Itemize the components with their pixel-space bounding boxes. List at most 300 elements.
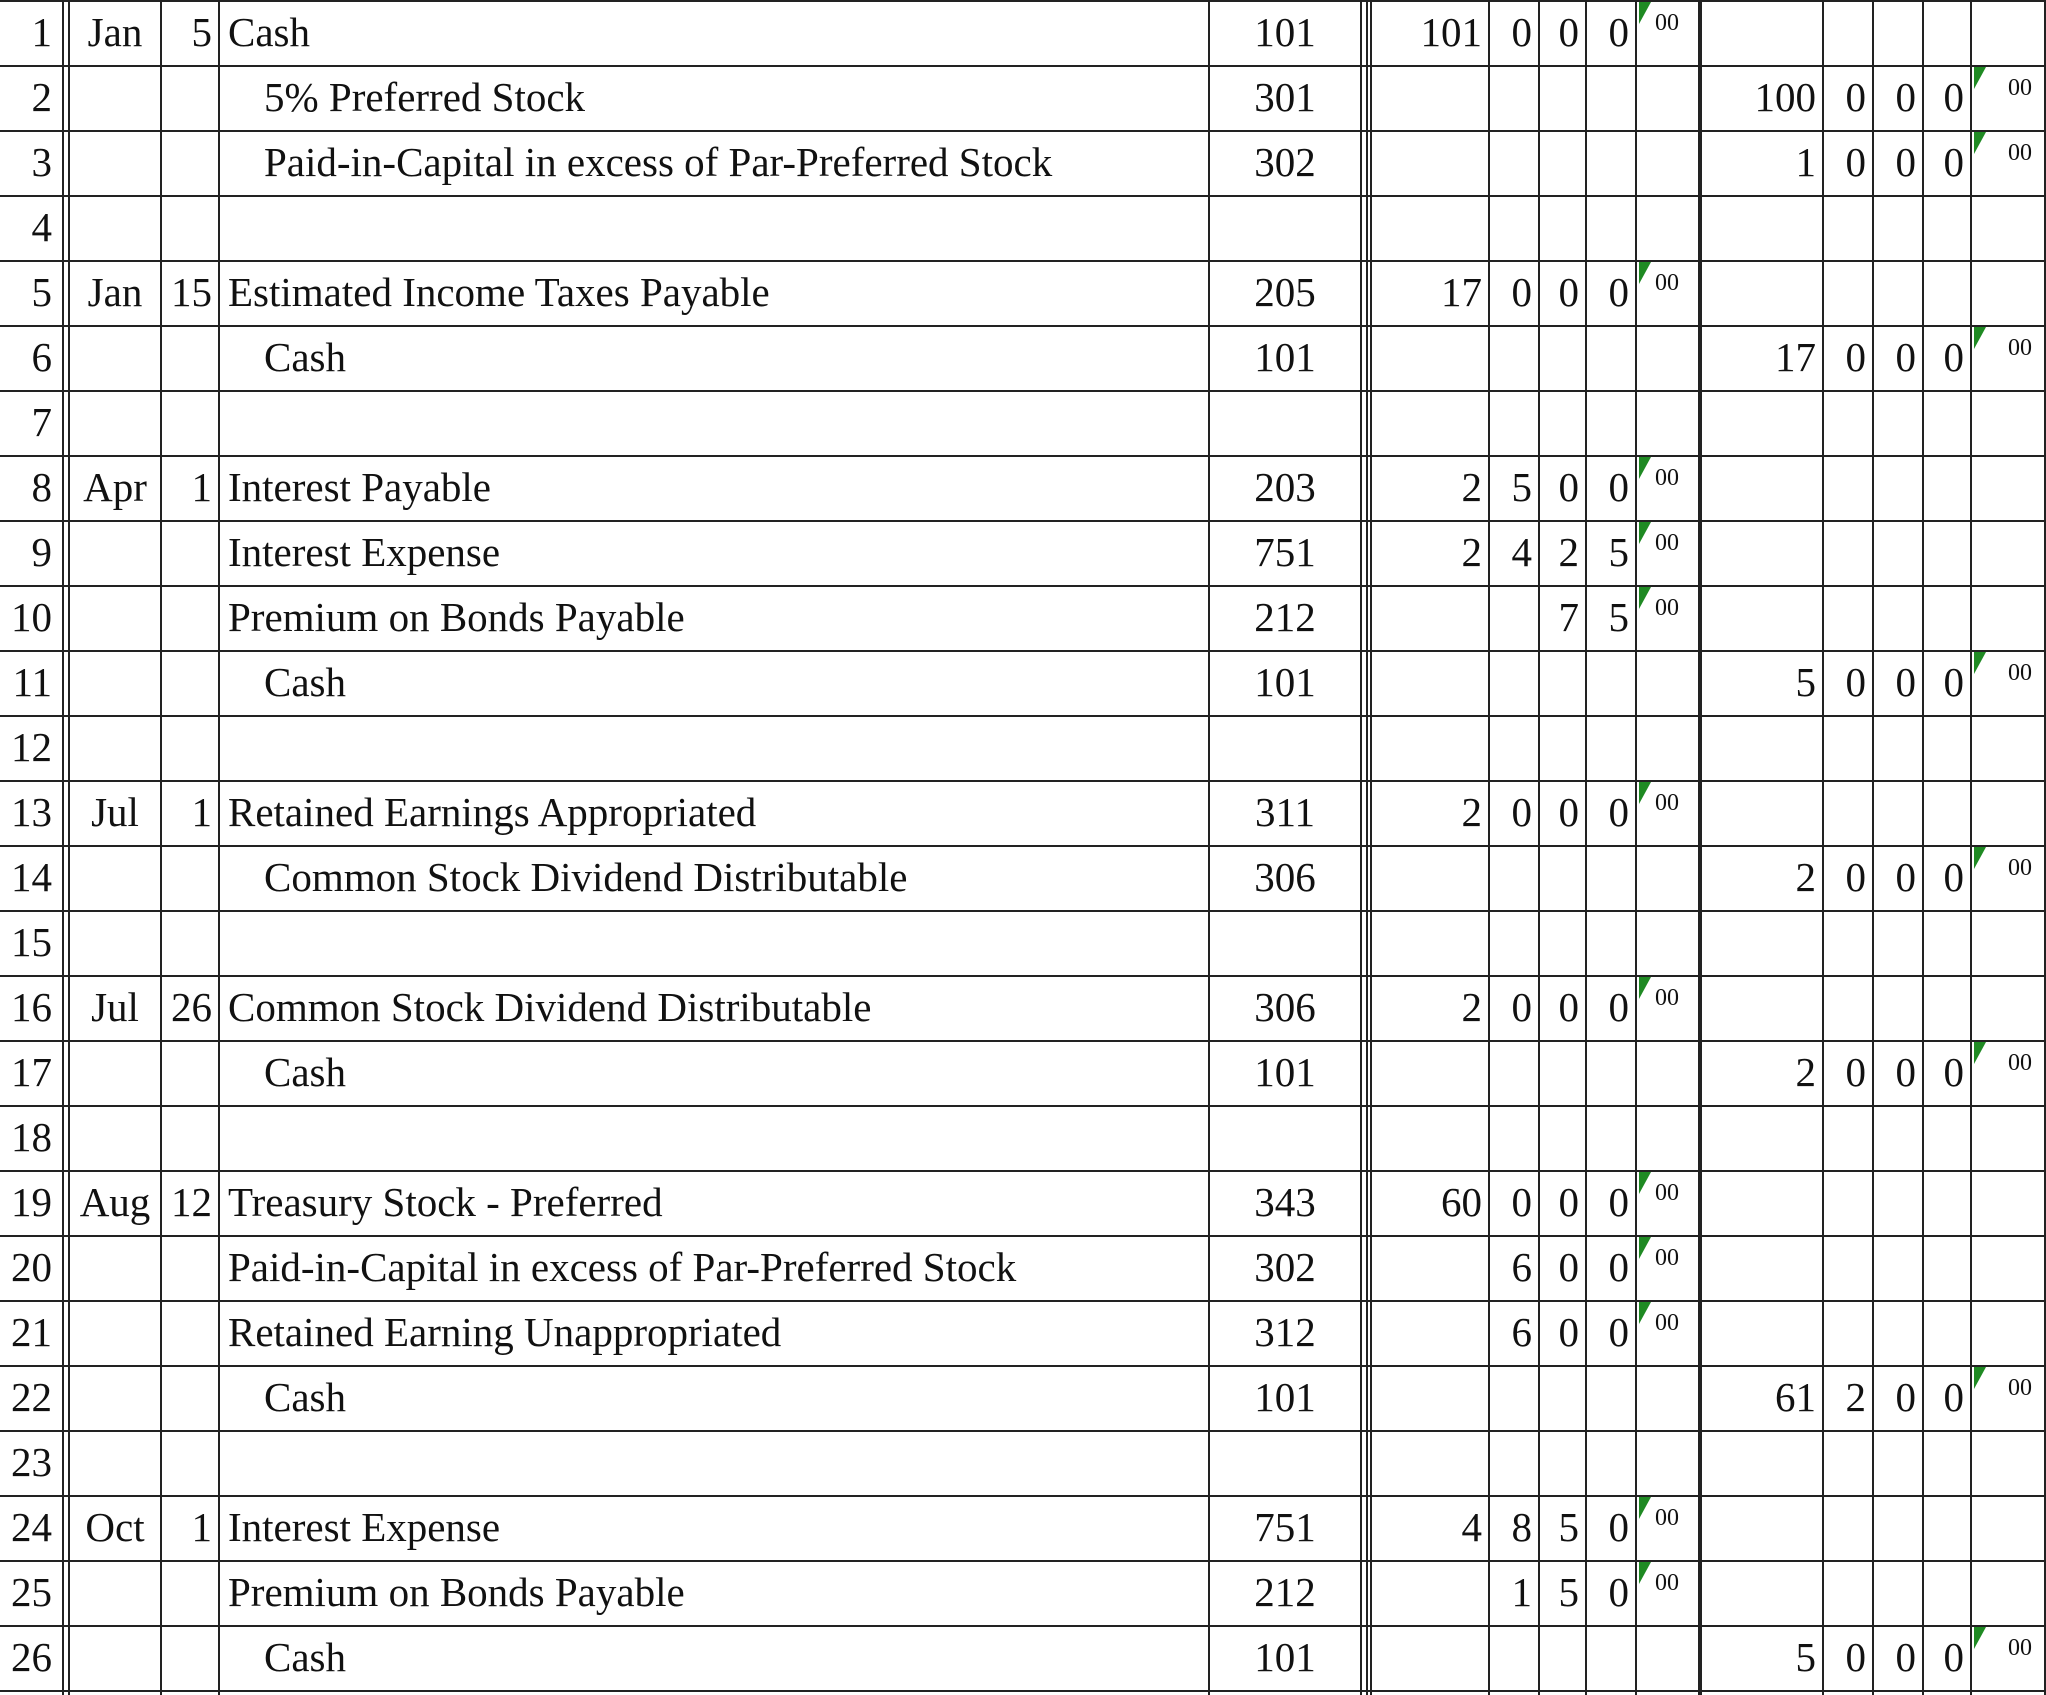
credit-digit[interactable] bbox=[1874, 1235, 1916, 1300]
credit-digit[interactable] bbox=[1824, 390, 1866, 455]
debit-digit[interactable]: 0 bbox=[1558, 1244, 1579, 1290]
post-ref[interactable]: 212 bbox=[1254, 1569, 1316, 1615]
debit-digit[interactable]: 5 bbox=[1608, 529, 1629, 575]
credit-digit[interactable]: 0 bbox=[1895, 1049, 1916, 1095]
date-day[interactable] bbox=[162, 910, 212, 975]
debit-cents[interactable] bbox=[1655, 398, 1698, 428]
account-title[interactable]: Estimated Income Taxes Payable bbox=[228, 269, 770, 315]
credit-cents[interactable] bbox=[2008, 398, 2046, 428]
credit-digit[interactable] bbox=[1874, 585, 1916, 650]
credit-digit[interactable] bbox=[1824, 1105, 1866, 1170]
credit-digit[interactable]: 0 bbox=[1895, 74, 1916, 120]
credit-cents[interactable] bbox=[2008, 1438, 2046, 1468]
date-day[interactable]: 1 bbox=[191, 789, 212, 835]
credit-digit[interactable]: 0 bbox=[1943, 74, 1964, 120]
credit-digit[interactable] bbox=[1824, 585, 1866, 650]
debit-digit[interactable]: 0 bbox=[1608, 1504, 1629, 1550]
account-title[interactable]: Cash bbox=[264, 1374, 346, 1420]
credit-digit[interactable] bbox=[1824, 1560, 1866, 1625]
credit-digit[interactable] bbox=[1874, 1560, 1916, 1625]
debit-cents[interactable]: 00 bbox=[1655, 1570, 1679, 1596]
credit-digit[interactable] bbox=[1924, 195, 1964, 260]
credit-digit[interactable]: 0 bbox=[1943, 659, 1964, 705]
credit-digit[interactable] bbox=[1924, 1235, 1964, 1300]
date-day[interactable] bbox=[162, 325, 212, 390]
account-title[interactable]: Treasury Stock - Preferred bbox=[228, 1179, 663, 1225]
debit-digit[interactable] bbox=[1587, 65, 1629, 130]
credit-digit[interactable]: 0 bbox=[1895, 659, 1916, 705]
account-title[interactable]: Premium on Bonds Payable bbox=[228, 1569, 685, 1615]
post-ref[interactable] bbox=[1210, 715, 1360, 780]
debit-digit[interactable] bbox=[1372, 325, 1482, 390]
debit-digit[interactable]: 101 bbox=[1420, 9, 1482, 55]
account-title[interactable] bbox=[220, 1105, 1208, 1170]
debit-digit[interactable] bbox=[1587, 1625, 1629, 1690]
date-day[interactable] bbox=[162, 1040, 212, 1105]
account-title[interactable]: Interest Expense bbox=[228, 1504, 501, 1550]
debit-digit[interactable]: 0 bbox=[1608, 1309, 1629, 1355]
credit-digit[interactable] bbox=[1824, 195, 1866, 260]
credit-digit[interactable] bbox=[1702, 975, 1816, 1040]
debit-digit[interactable] bbox=[1540, 390, 1579, 455]
credit-digit[interactable] bbox=[1874, 1430, 1916, 1495]
post-ref[interactable] bbox=[1210, 910, 1360, 975]
credit-cents[interactable] bbox=[2008, 1178, 2046, 1208]
account-title[interactable]: Cash bbox=[228, 9, 310, 55]
credit-digit[interactable]: 0 bbox=[1943, 854, 1964, 900]
credit-digit[interactable] bbox=[1824, 455, 1866, 520]
date-day[interactable]: 15 bbox=[171, 269, 212, 315]
debit-digit[interactable] bbox=[1490, 1625, 1532, 1690]
debit-cents[interactable] bbox=[1655, 658, 1698, 688]
credit-digit[interactable] bbox=[1824, 715, 1866, 780]
credit-digit[interactable] bbox=[1702, 1170, 1816, 1235]
debit-digit[interactable] bbox=[1540, 1105, 1579, 1170]
debit-digit[interactable]: 5 bbox=[1608, 594, 1629, 640]
credit-digit[interactable] bbox=[1924, 585, 1964, 650]
credit-cents[interactable] bbox=[2008, 1503, 2046, 1533]
date-month[interactable] bbox=[70, 845, 160, 910]
credit-digit[interactable] bbox=[1824, 975, 1866, 1040]
debit-digit[interactable] bbox=[1587, 325, 1629, 390]
credit-digit[interactable] bbox=[1874, 1300, 1916, 1365]
date-month[interactable]: Aug bbox=[79, 1179, 151, 1225]
post-ref[interactable]: 306 bbox=[1254, 854, 1316, 900]
debit-digit[interactable] bbox=[1372, 845, 1482, 910]
date-day[interactable] bbox=[162, 845, 212, 910]
credit-digit[interactable] bbox=[1874, 715, 1916, 780]
post-ref[interactable]: 101 bbox=[1254, 1374, 1316, 1420]
debit-digit[interactable] bbox=[1587, 910, 1629, 975]
date-day[interactable] bbox=[162, 650, 212, 715]
account-title[interactable] bbox=[220, 195, 1208, 260]
debit-digit[interactable]: 6 bbox=[1511, 1309, 1532, 1355]
debit-digit[interactable] bbox=[1540, 195, 1579, 260]
account-title[interactable]: Cash bbox=[264, 334, 346, 380]
debit-digit[interactable] bbox=[1540, 1430, 1579, 1495]
credit-cents[interactable] bbox=[2008, 983, 2046, 1013]
debit-cents[interactable]: 00 bbox=[1655, 465, 1679, 491]
credit-digit[interactable] bbox=[1924, 0, 1964, 65]
debit-digit[interactable] bbox=[1490, 845, 1532, 910]
debit-digit[interactable]: 17 bbox=[1441, 269, 1482, 315]
credit-cents[interactable] bbox=[2008, 593, 2046, 623]
date-month[interactable] bbox=[70, 195, 160, 260]
date-day[interactable]: 1 bbox=[191, 1504, 212, 1550]
credit-digit[interactable]: 0 bbox=[1845, 659, 1866, 705]
debit-cents[interactable]: 00 bbox=[1655, 10, 1679, 36]
credit-cents[interactable] bbox=[2008, 268, 2046, 298]
credit-digit[interactable] bbox=[1702, 1560, 1816, 1625]
credit-digit[interactable]: 17 bbox=[1775, 334, 1816, 380]
post-ref[interactable]: 751 bbox=[1254, 1504, 1316, 1550]
credit-cents[interactable] bbox=[2008, 1243, 2046, 1273]
credit-digit[interactable] bbox=[1702, 1235, 1816, 1300]
credit-digit[interactable] bbox=[1874, 1170, 1916, 1235]
debit-digit[interactable]: 2 bbox=[1558, 529, 1579, 575]
debit-digit[interactable] bbox=[1540, 845, 1579, 910]
credit-cents[interactable]: 00 bbox=[2008, 335, 2032, 361]
credit-digit[interactable]: 5 bbox=[1795, 1634, 1816, 1680]
debit-cents[interactable] bbox=[1655, 73, 1698, 103]
credit-digit[interactable]: 0 bbox=[1943, 1374, 1964, 1420]
debit-digit[interactable] bbox=[1372, 390, 1482, 455]
post-ref[interactable]: 343 bbox=[1254, 1179, 1316, 1225]
credit-digit[interactable]: 0 bbox=[1943, 1049, 1964, 1095]
credit-digit[interactable] bbox=[1924, 520, 1964, 585]
date-month[interactable] bbox=[70, 390, 160, 455]
credit-digit[interactable] bbox=[1824, 1430, 1866, 1495]
account-title[interactable] bbox=[220, 1430, 1208, 1495]
account-title[interactable]: 5% Preferred Stock bbox=[264, 74, 586, 120]
debit-digit[interactable] bbox=[1372, 130, 1482, 195]
debit-digit[interactable] bbox=[1587, 715, 1629, 780]
date-month[interactable] bbox=[70, 65, 160, 130]
debit-cents[interactable]: 00 bbox=[1655, 1180, 1679, 1206]
post-ref[interactable]: 306 bbox=[1254, 984, 1316, 1030]
credit-digit[interactable] bbox=[1874, 975, 1916, 1040]
credit-digit[interactable]: 2 bbox=[1795, 854, 1816, 900]
credit-digit[interactable] bbox=[1924, 1105, 1964, 1170]
credit-digit[interactable] bbox=[1824, 520, 1866, 585]
credit-digit[interactable]: 0 bbox=[1845, 1049, 1866, 1095]
debit-digit[interactable] bbox=[1540, 1625, 1579, 1690]
debit-digit[interactable]: 0 bbox=[1608, 269, 1629, 315]
debit-digit[interactable] bbox=[1372, 1235, 1482, 1300]
credit-cents[interactable] bbox=[2008, 788, 2046, 818]
account-title[interactable]: Retained Earning Unappropriated bbox=[228, 1309, 782, 1355]
date-day[interactable] bbox=[162, 195, 212, 260]
debit-digit[interactable] bbox=[1372, 65, 1482, 130]
credit-digit[interactable] bbox=[1824, 1495, 1866, 1560]
debit-digit[interactable]: 0 bbox=[1558, 9, 1579, 55]
debit-digit[interactable] bbox=[1540, 650, 1579, 715]
credit-digit[interactable] bbox=[1874, 390, 1916, 455]
credit-cents[interactable] bbox=[2008, 723, 2046, 753]
date-month[interactable] bbox=[70, 1365, 160, 1430]
date-day[interactable] bbox=[162, 1625, 212, 1690]
credit-digit[interactable] bbox=[1874, 910, 1916, 975]
debit-digit[interactable] bbox=[1490, 130, 1532, 195]
post-ref[interactable]: 203 bbox=[1254, 464, 1316, 510]
credit-digit[interactable] bbox=[1702, 1300, 1816, 1365]
credit-digit[interactable] bbox=[1924, 1560, 1964, 1625]
debit-cents[interactable] bbox=[1655, 203, 1698, 233]
date-month[interactable] bbox=[70, 715, 160, 780]
post-ref[interactable]: 302 bbox=[1254, 139, 1316, 185]
post-ref[interactable] bbox=[1210, 1105, 1360, 1170]
debit-digit[interactable]: 0 bbox=[1558, 1179, 1579, 1225]
credit-digit[interactable]: 0 bbox=[1943, 1634, 1964, 1680]
debit-digit[interactable] bbox=[1490, 1365, 1532, 1430]
credit-digit[interactable] bbox=[1824, 910, 1866, 975]
debit-digit[interactable] bbox=[1587, 390, 1629, 455]
date-day[interactable]: 5 bbox=[191, 9, 212, 55]
debit-digit[interactable]: 0 bbox=[1558, 464, 1579, 510]
credit-digit[interactable] bbox=[1924, 260, 1964, 325]
credit-digit[interactable] bbox=[1702, 1105, 1816, 1170]
credit-cents[interactable] bbox=[2008, 1308, 2046, 1338]
post-ref[interactable]: 101 bbox=[1254, 659, 1316, 705]
credit-digit[interactable] bbox=[1702, 585, 1816, 650]
credit-digit[interactable] bbox=[1874, 195, 1916, 260]
date-month[interactable] bbox=[70, 1105, 160, 1170]
debit-cents[interactable] bbox=[1655, 1113, 1698, 1143]
credit-digit[interactable] bbox=[1874, 520, 1916, 585]
debit-digit[interactable] bbox=[1372, 1105, 1482, 1170]
credit-digit[interactable] bbox=[1924, 715, 1964, 780]
credit-digit[interactable]: 2 bbox=[1795, 1049, 1816, 1095]
date-month[interactable] bbox=[70, 1625, 160, 1690]
date-day[interactable] bbox=[162, 520, 212, 585]
debit-digit[interactable]: 2 bbox=[1461, 464, 1482, 510]
account-title[interactable]: Premium on Bonds Payable bbox=[228, 594, 685, 640]
account-title[interactable]: Common Stock Dividend Distributable bbox=[228, 984, 872, 1030]
date-month[interactable] bbox=[70, 1040, 160, 1105]
date-day[interactable] bbox=[162, 1235, 212, 1300]
credit-cents[interactable]: 00 bbox=[2008, 1375, 2032, 1401]
credit-digit[interactable] bbox=[1874, 0, 1916, 65]
debit-digit[interactable] bbox=[1587, 845, 1629, 910]
debit-digit[interactable] bbox=[1490, 390, 1532, 455]
post-ref[interactable]: 205 bbox=[1254, 269, 1316, 315]
date-day[interactable]: 12 bbox=[171, 1179, 212, 1225]
credit-cents[interactable]: 00 bbox=[2008, 1050, 2032, 1076]
debit-digit[interactable]: 6 bbox=[1511, 1244, 1532, 1290]
credit-digit[interactable] bbox=[1824, 780, 1866, 845]
debit-cents[interactable]: 00 bbox=[1655, 985, 1679, 1011]
credit-digit[interactable] bbox=[1924, 455, 1964, 520]
post-ref[interactable]: 302 bbox=[1254, 1244, 1316, 1290]
debit-digit[interactable]: 2 bbox=[1461, 789, 1482, 835]
credit-cents[interactable]: 00 bbox=[2008, 75, 2032, 101]
post-ref[interactable]: 311 bbox=[1255, 789, 1315, 835]
credit-digit[interactable]: 0 bbox=[1895, 139, 1916, 185]
credit-digit[interactable]: 0 bbox=[1845, 1634, 1866, 1680]
date-month[interactable] bbox=[70, 520, 160, 585]
debit-cents[interactable] bbox=[1655, 853, 1698, 883]
debit-digit[interactable] bbox=[1540, 1040, 1579, 1105]
debit-digit[interactable]: 0 bbox=[1511, 9, 1532, 55]
credit-digit[interactable] bbox=[1702, 195, 1816, 260]
post-ref[interactable]: 101 bbox=[1254, 9, 1316, 55]
debit-digit[interactable] bbox=[1490, 195, 1532, 260]
debit-digit[interactable]: 8 bbox=[1511, 1504, 1532, 1550]
credit-digit[interactable] bbox=[1702, 520, 1816, 585]
credit-digit[interactable] bbox=[1702, 910, 1816, 975]
credit-cents[interactable] bbox=[2008, 918, 2046, 948]
debit-digit[interactable] bbox=[1490, 650, 1532, 715]
credit-digit[interactable] bbox=[1924, 390, 1964, 455]
date-month[interactable]: Oct bbox=[85, 1504, 145, 1550]
debit-digit[interactable]: 7 bbox=[1558, 594, 1579, 640]
debit-cents[interactable]: 00 bbox=[1655, 530, 1679, 556]
debit-cents[interactable] bbox=[1655, 1633, 1698, 1663]
date-month[interactable] bbox=[70, 325, 160, 390]
credit-digit[interactable] bbox=[1824, 260, 1866, 325]
date-day[interactable] bbox=[162, 1300, 212, 1365]
post-ref[interactable] bbox=[1210, 390, 1360, 455]
debit-digit[interactable]: 0 bbox=[1558, 789, 1579, 835]
debit-digit[interactable]: 0 bbox=[1608, 789, 1629, 835]
credit-cents[interactable] bbox=[2008, 463, 2046, 493]
post-ref[interactable]: 301 bbox=[1254, 74, 1316, 120]
date-month[interactable] bbox=[70, 1560, 160, 1625]
debit-digit[interactable] bbox=[1372, 1040, 1482, 1105]
credit-digit[interactable]: 0 bbox=[1895, 1374, 1916, 1420]
credit-digit[interactable]: 100 bbox=[1754, 74, 1816, 120]
debit-digit[interactable]: 0 bbox=[1608, 1244, 1629, 1290]
credit-cents[interactable] bbox=[2008, 1568, 2046, 1598]
date-day[interactable] bbox=[162, 65, 212, 130]
debit-digit[interactable] bbox=[1587, 1430, 1629, 1495]
credit-digit[interactable] bbox=[1924, 1495, 1964, 1560]
credit-digit[interactable] bbox=[1924, 780, 1964, 845]
debit-digit[interactable] bbox=[1587, 1105, 1629, 1170]
debit-digit[interactable]: 0 bbox=[1608, 984, 1629, 1030]
credit-digit[interactable] bbox=[1702, 0, 1816, 65]
date-day[interactable] bbox=[162, 1560, 212, 1625]
debit-cents[interactable] bbox=[1655, 1373, 1698, 1403]
credit-digit[interactable] bbox=[1874, 260, 1916, 325]
debit-cents[interactable]: 00 bbox=[1655, 790, 1679, 816]
credit-digit[interactable]: 0 bbox=[1845, 334, 1866, 380]
credit-digit[interactable]: 0 bbox=[1845, 74, 1866, 120]
debit-digit[interactable]: 0 bbox=[1558, 984, 1579, 1030]
debit-digit[interactable]: 1 bbox=[1511, 1569, 1532, 1615]
credit-digit[interactable]: 0 bbox=[1845, 854, 1866, 900]
debit-digit[interactable] bbox=[1540, 65, 1579, 130]
credit-digit[interactable] bbox=[1824, 1300, 1866, 1365]
debit-digit[interactable] bbox=[1490, 585, 1532, 650]
debit-cents[interactable]: 00 bbox=[1655, 1310, 1679, 1336]
debit-digit[interactable]: 0 bbox=[1511, 269, 1532, 315]
debit-cents[interactable] bbox=[1655, 333, 1698, 363]
credit-digit[interactable] bbox=[1874, 1105, 1916, 1170]
date-month[interactable] bbox=[70, 910, 160, 975]
post-ref[interactable]: 212 bbox=[1254, 594, 1316, 640]
date-day[interactable] bbox=[162, 390, 212, 455]
debit-digit[interactable]: 0 bbox=[1608, 1569, 1629, 1615]
credit-cents[interactable]: 00 bbox=[2008, 1635, 2032, 1661]
debit-digit[interactable] bbox=[1490, 715, 1532, 780]
debit-digit[interactable] bbox=[1587, 1040, 1629, 1105]
credit-cents[interactable] bbox=[2008, 8, 2046, 38]
debit-digit[interactable] bbox=[1372, 1430, 1482, 1495]
debit-digit[interactable]: 5 bbox=[1558, 1504, 1579, 1550]
account-title[interactable]: Paid-in-Capital in excess of Par-Preferred Stock bbox=[264, 139, 1053, 185]
debit-digit[interactable] bbox=[1587, 130, 1629, 195]
debit-digit[interactable] bbox=[1540, 715, 1579, 780]
credit-digit[interactable] bbox=[1874, 1495, 1916, 1560]
debit-digit[interactable] bbox=[1372, 715, 1482, 780]
debit-digit[interactable] bbox=[1372, 585, 1482, 650]
date-day[interactable]: 1 bbox=[191, 464, 212, 510]
debit-digit[interactable] bbox=[1587, 650, 1629, 715]
credit-cents[interactable] bbox=[2008, 1113, 2046, 1143]
date-day[interactable] bbox=[162, 715, 212, 780]
debit-cents[interactable]: 00 bbox=[1655, 595, 1679, 621]
debit-digit[interactable]: 0 bbox=[1608, 9, 1629, 55]
credit-digit[interactable]: 0 bbox=[1845, 139, 1866, 185]
account-title[interactable]: Retained Earnings Appropriated bbox=[228, 789, 757, 835]
debit-digit[interactable]: 2 bbox=[1461, 984, 1482, 1030]
date-month[interactable]: Apr bbox=[83, 464, 147, 510]
post-ref[interactable]: 101 bbox=[1254, 334, 1316, 380]
debit-digit[interactable] bbox=[1540, 910, 1579, 975]
account-title[interactable]: Cash bbox=[264, 1634, 346, 1680]
date-day[interactable] bbox=[162, 585, 212, 650]
debit-digit[interactable] bbox=[1490, 910, 1532, 975]
debit-digit[interactable] bbox=[1372, 1560, 1482, 1625]
credit-digit[interactable] bbox=[1702, 780, 1816, 845]
debit-digit[interactable] bbox=[1372, 910, 1482, 975]
credit-digit[interactable] bbox=[1824, 0, 1866, 65]
credit-cents[interactable]: 00 bbox=[2008, 855, 2032, 881]
post-ref[interactable] bbox=[1210, 195, 1360, 260]
date-day[interactable]: 26 bbox=[171, 984, 212, 1030]
debit-digit[interactable] bbox=[1587, 195, 1629, 260]
post-ref[interactable]: 101 bbox=[1254, 1634, 1316, 1680]
credit-digit[interactable] bbox=[1702, 390, 1816, 455]
debit-digit[interactable] bbox=[1540, 130, 1579, 195]
credit-digit[interactable]: 0 bbox=[1943, 139, 1964, 185]
debit-digit[interactable]: 0 bbox=[1608, 1179, 1629, 1225]
credit-digit[interactable]: 0 bbox=[1895, 334, 1916, 380]
credit-digit[interactable]: 0 bbox=[1895, 1634, 1916, 1680]
account-title[interactable]: Paid-in-Capital in excess of Par-Preferred Stock bbox=[228, 1244, 1017, 1290]
credit-digit[interactable] bbox=[1702, 1495, 1816, 1560]
credit-digit[interactable] bbox=[1824, 1235, 1866, 1300]
date-month[interactable]: Jul bbox=[91, 789, 139, 835]
credit-digit[interactable] bbox=[1702, 455, 1816, 520]
debit-digit[interactable] bbox=[1540, 325, 1579, 390]
account-title[interactable]: Interest Expense bbox=[228, 529, 501, 575]
post-ref[interactable] bbox=[1210, 1430, 1360, 1495]
account-title[interactable]: Common Stock Dividend Distributable bbox=[264, 854, 908, 900]
credit-cents[interactable]: 00 bbox=[2008, 660, 2032, 686]
debit-cents[interactable]: 00 bbox=[1655, 270, 1679, 296]
credit-digit[interactable]: 0 bbox=[1895, 854, 1916, 900]
debit-cents[interactable] bbox=[1655, 723, 1698, 753]
account-title[interactable] bbox=[220, 910, 1208, 975]
debit-digit[interactable]: 4 bbox=[1461, 1504, 1482, 1550]
debit-digit[interactable] bbox=[1490, 1430, 1532, 1495]
debit-cents[interactable] bbox=[1655, 1048, 1698, 1078]
debit-digit[interactable] bbox=[1372, 1625, 1482, 1690]
account-title[interactable]: Cash bbox=[264, 1049, 346, 1095]
debit-digit[interactable] bbox=[1372, 1365, 1482, 1430]
